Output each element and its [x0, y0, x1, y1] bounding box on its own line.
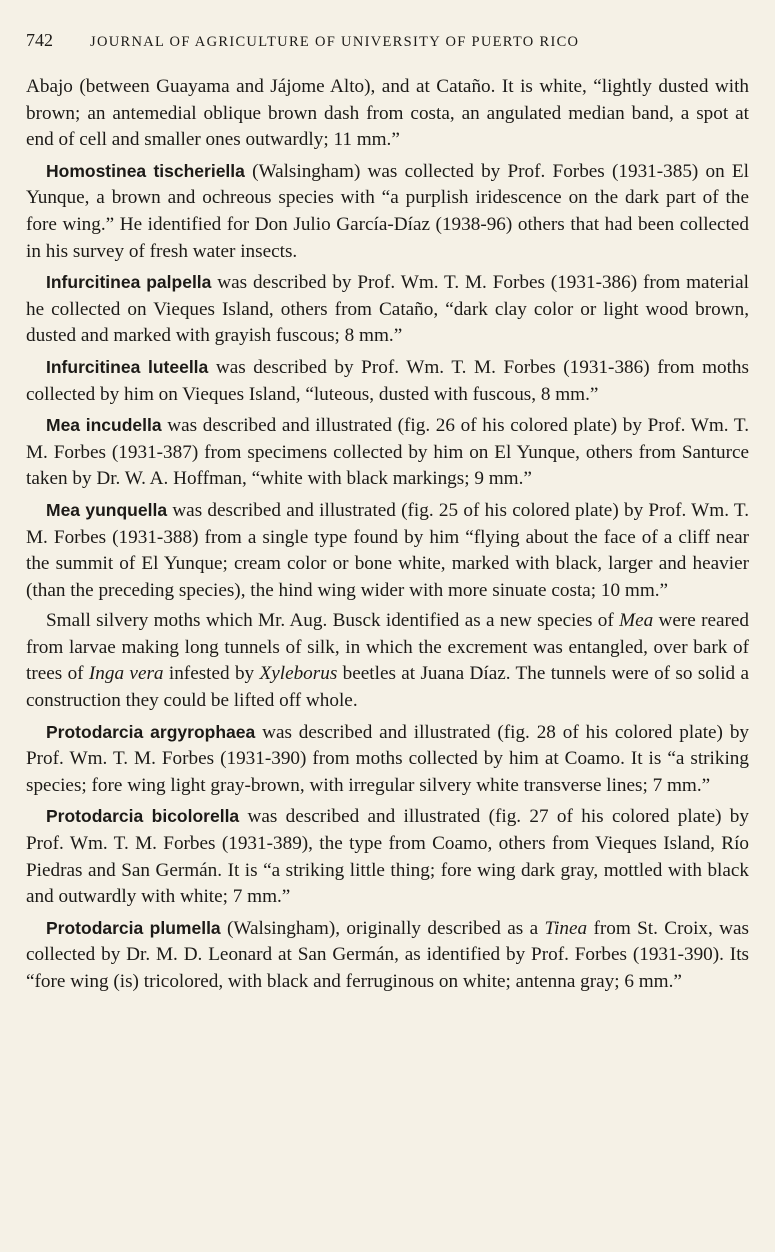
paragraph — [26, 412, 749, 493]
italic-term: Tinea — [544, 917, 588, 939]
paragraph — [26, 354, 749, 408]
paragraph — [26, 608, 749, 714]
italic-term: Mea — [619, 610, 654, 632]
paragraph-text: from St. Croix, was collected by Dr. M. D. Leonard at San Germán, as identified by Prof. Forbes (1931-390). Its “fore wing (is) tricolored, with black and ferruginous on white; antenna gray; 6 mm.” — [26, 917, 749, 992]
species-name: Homostinea tischeriella — [46, 160, 245, 181]
species-name: Infurcitinea palpella — [46, 272, 212, 293]
species-name: Mea yunquella — [46, 499, 168, 520]
paragraph-text: (Walsingham) was collected by Prof. Forbes (1931-385) on El Yunque, a brown and ochreous species with “a purplish iridescence on the dark part of the fore wing.” He identified for Don Julio García-Díaz (1938-96) others that had been collected in his survey of fresh water insects. — [26, 160, 749, 262]
paragraph — [26, 803, 749, 910]
paragraph-text: was described and illustrated (fig. 26 of his colored plate) by Prof. Wm. T. M. Forbes (1931-387) from specimens collected by him on El Yunque, others from Santurce taken by Dr. W. A. Hoffman, “white with black markings; 9 mm.” — [26, 415, 749, 490]
species-name: Mea incudella — [46, 415, 162, 436]
italic-term: Xyleborus — [259, 663, 338, 685]
species-name: Protodarcia plumella — [46, 917, 221, 938]
body-text — [26, 74, 749, 996]
running-header — [26, 30, 749, 60]
paragraph-text: (Walsingham), originally described as a — [220, 917, 545, 939]
paragraph-text: Abajo (between Guayama and Jájome Alto), and at Cataño. It is white, “lightly dusted with brown; an antemedial oblique brown dash from costa, an angulated median band, a spot at end of cell and smaller ones outwardly; 11 mm.” — [26, 76, 749, 151]
paragraph-text: were reared from larvae making long tunnels of silk, in which the excrement was entangled, over bark of trees of — [26, 610, 749, 685]
paragraph-text: was described and illustrated (fig. 28 of his colored plate) by Prof. Wm. T. M. Forbes (1931-390) from moths collected by him at Coamo. It is “a striking species; fore wing light gray-brown, with irregular silvery white transverse lines; 7 mm.” — [26, 721, 750, 796]
paragraph-text: was described by Prof. Wm. T. M. Forbes (1931-386) from material he collected on Vieques Island, others from Cataño, “dark clay color or light wood brown, dusted and marked with grayish fuscous; 8 mm.” — [26, 272, 749, 347]
paragraph-text: was described by Prof. Wm. T. M. Forbes (1931-386) from moths collected by him on Vieques Island, “luteous, dusted with fuscous, 8 mm.” — [26, 356, 749, 405]
paragraph — [26, 915, 749, 996]
paragraph-text: Small silvery moths which Mr. Aug. Busck identified as a new species of — [46, 610, 620, 632]
species-name: Infurcitinea luteella — [46, 356, 209, 377]
paragraph — [26, 719, 749, 800]
paragraph — [26, 74, 749, 154]
italic-term: Inga vera — [88, 663, 164, 685]
paragraph-text: beetles at Juana Díaz. The tunnels were of so solid a construction they could be lifted off whole. — [26, 663, 750, 712]
paragraph — [26, 269, 749, 350]
paragraph-text: was described and illustrated (fig. 25 of his colored plate) by Prof. Wm. T. M. Forbes (1931-388) from a single type found by him “flying about the face of a cliff near the summit of El Yunque; cream color or bone white, marked with black, larger and heavier (than the preceding species), the hind wing wider with more sinuate costa; 10 mm.” — [26, 499, 750, 601]
species-name: Protodarcia bicolorella — [46, 806, 240, 827]
journal-title: JOURNAL OF AGRICULTURE OF UNIVERSITY OF PUERTO RICO — [90, 34, 580, 50]
paragraph-text: was described and illustrated (fig. 27 of his colored plate) by Prof. Wm. T. M. Forbes (1931-389), the type from Coamo, others from Vieques Island, Río Piedras and San Germán. It is “a striking little thing; fore wing dark gray, mottled with black and outwardly with white; 7 mm.” — [26, 806, 749, 908]
species-name: Protodarcia argyrophaea — [46, 721, 256, 742]
paragraph — [26, 497, 749, 604]
paragraph — [26, 158, 749, 265]
paragraph-text: infested by — [163, 663, 260, 685]
page-number: 742 — [26, 30, 53, 50]
